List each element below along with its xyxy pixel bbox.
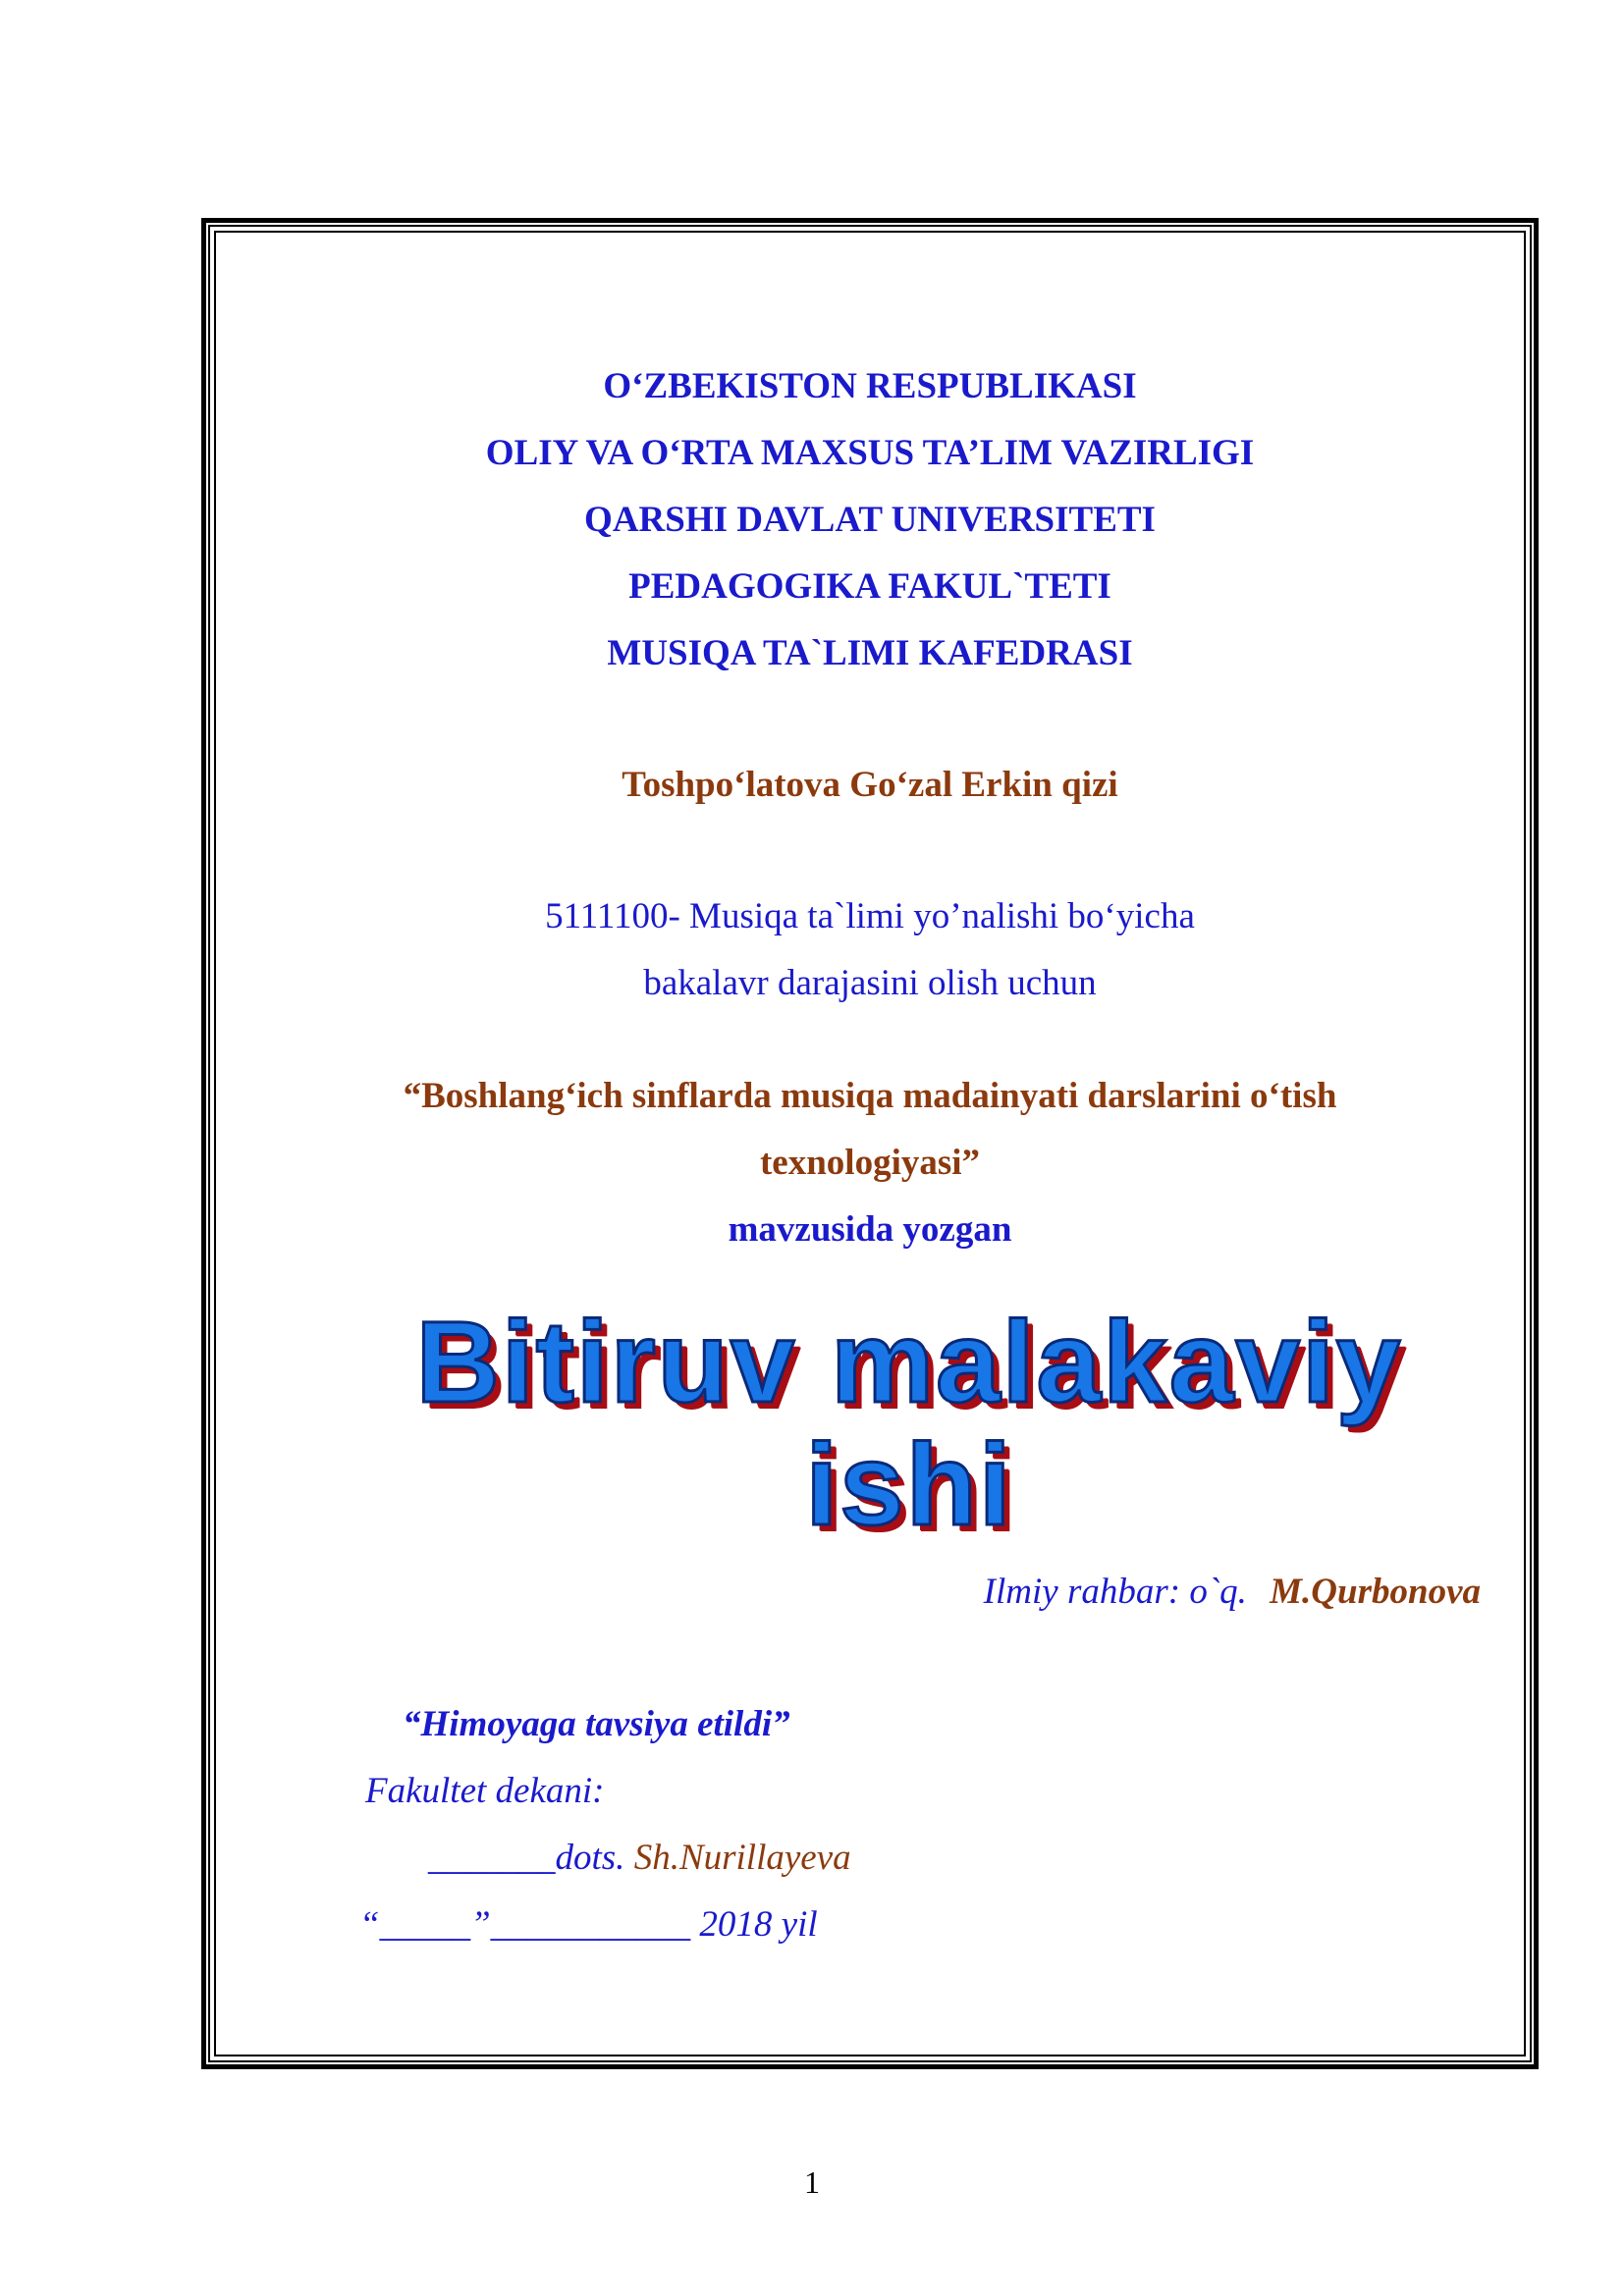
supervisor-line [984, 1571, 1481, 1613]
supervisor-label: Ilmiy rahbar: o`q. [983, 1572, 1247, 1612]
header-department: MUSIQA TA`LIMI KAFEDRASI [607, 633, 1133, 673]
topic-caption: mavzusida yozgan [728, 1209, 1012, 1250]
defense-recommendation: “Himoyaga tavsiya etildi” [403, 1704, 790, 1744]
date-line: “_____”___________ 2018 yil [359, 1904, 818, 1945]
dean-name: Sh.Nurillayeva [633, 1838, 851, 1878]
page-number: 1 [804, 2164, 820, 2200]
author-name: Toshpo‘latova Go‘zal Erkin qizi [622, 765, 1118, 805]
work-title-line2: ishi [805, 1420, 1013, 1550]
dean-label: Fakultet dekani: [365, 1771, 605, 1811]
header-country: O‘ZBEKISTON RESPUBLIKASI [603, 366, 1137, 406]
dean-signature-line [428, 1837, 851, 1879]
topic-title-line1: “Boshlang‘ich sinflarda musiqa madainyati darslarini o‘tish [403, 1076, 1337, 1116]
dean-signature-blank: _______dots. [428, 1838, 625, 1878]
header-ministry: OLIY VA O‘RTA MAXSUS TA’LIM VAZIRLIGI [485, 433, 1255, 473]
specialty-line: 5111100- Musiqa ta`limi yo’nalishi bo‘yicha [545, 896, 1195, 936]
work-title-line1: Bitiruv malakaviy [415, 1298, 1403, 1427]
degree-line: bakalavr darajasini olish uchun [643, 963, 1097, 1003]
supervisor-name: M.Qurbonova [1270, 1572, 1481, 1612]
topic-title-line2: texnologiyasi” [759, 1143, 981, 1183]
header-faculty: PEDAGOGIKA FAKUL`TETI [628, 566, 1111, 607]
header-university: QARSHI DAVLAT UNIVERSITETI [584, 500, 1156, 540]
